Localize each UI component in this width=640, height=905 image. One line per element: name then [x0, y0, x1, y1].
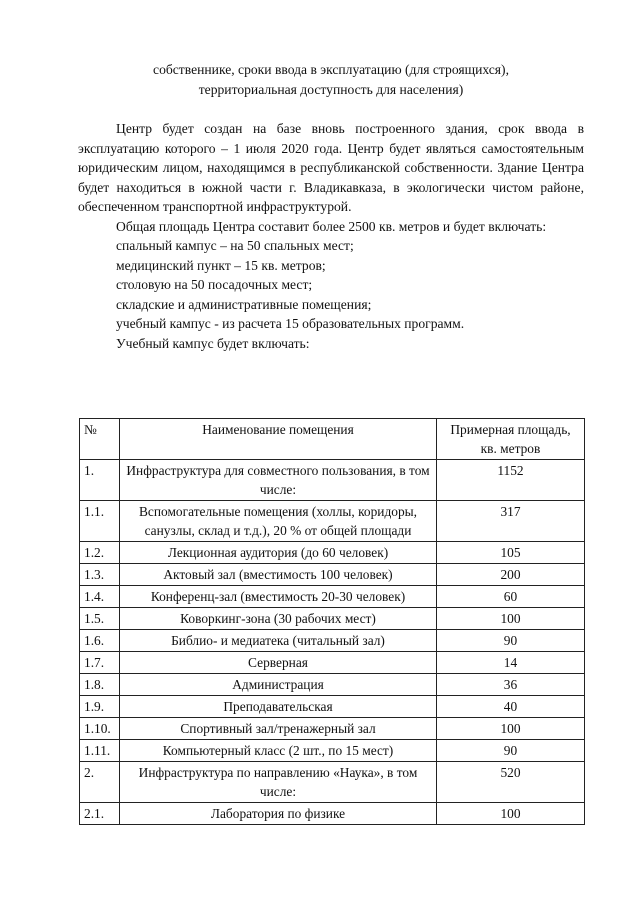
table-body	[80, 460, 585, 825]
cell-number: 1.10.	[80, 718, 120, 740]
cell-number: 1.11.	[80, 740, 120, 762]
table-row	[80, 803, 585, 825]
list-item: складские и административные помещения;	[116, 296, 372, 312]
table-row	[80, 652, 585, 674]
cell-area: 520	[437, 762, 585, 803]
list-item: учебный кампус - из расчета 15 образовательных программ.	[116, 316, 465, 331]
campus-intro: Учебный кампус будет включать:	[116, 335, 310, 351]
rooms-table	[79, 418, 585, 825]
table-row	[80, 630, 585, 652]
cell-number: 2.1.	[80, 803, 120, 825]
header-area: Примерная площадь, кв. метров	[437, 419, 585, 460]
cell-area: 105	[437, 542, 585, 564]
cell-number: 1.2.	[80, 542, 120, 564]
cell-room-name: Компьютерный класс (2 шт., по 15 мест)	[120, 740, 437, 762]
cell-area: 200	[437, 564, 585, 586]
cell-number: 1.8.	[80, 674, 120, 696]
cell-number: 1.	[80, 460, 120, 501]
table-row	[80, 586, 585, 608]
header-number: №	[80, 419, 120, 460]
cell-area: 14	[437, 652, 585, 674]
table-row	[80, 460, 585, 501]
cell-area: 40	[437, 696, 585, 718]
cell-area: 90	[437, 630, 585, 652]
cell-room-name: Библио- и медиатека (читальный зал)	[120, 630, 437, 652]
includes-list	[78, 236, 584, 334]
table-row	[80, 740, 585, 762]
cell-number: 1.3.	[80, 564, 120, 586]
cell-area: 100	[437, 803, 585, 825]
cell-area: 100	[437, 608, 585, 630]
cell-room-name: Лекционная аудитория (до 60 человек)	[120, 542, 437, 564]
list-item: спальный кампус – на 50 спальных мест;	[116, 238, 354, 253]
table-row	[80, 542, 585, 564]
table-row	[80, 564, 585, 586]
cell-number: 2.	[80, 762, 120, 803]
cell-room-name: Инфраструктура для совместного пользования, в том числе:	[120, 460, 437, 501]
cell-room-name: Вспомогательные помещения (холлы, коридоры, санузлы, склад и т.д.), 20 % от общей площади	[120, 501, 437, 542]
heading-line-1: собственнике, сроки ввода в эксплуатацию (для строящихся),	[153, 62, 509, 77]
cell-area: 90	[437, 740, 585, 762]
cell-number: 1.1.	[80, 501, 120, 542]
cell-room-name: Спортивный зал/тренажерный зал	[120, 718, 437, 740]
cell-room-name: Серверная	[120, 652, 437, 674]
cell-room-name: Инфраструктура по направлению «Наука», в том числе:	[120, 762, 437, 803]
list-item: столовую на 50 посадочных мест;	[116, 277, 313, 292]
cell-number: 1.9.	[80, 696, 120, 718]
cell-room-name: Конференц-зал (вместимость 20-30 человек)	[120, 586, 437, 608]
section-heading	[78, 60, 584, 99]
cell-area: 36	[437, 674, 585, 696]
table-row	[80, 762, 585, 803]
list-item: медицинский пункт – 15 кв. метров;	[116, 257, 326, 273]
header-room-name: Наименование помещения	[120, 419, 437, 460]
cell-number: 1.5.	[80, 608, 120, 630]
paragraph-area: Общая площадь Центра составит более 2500 кв. метров и будет включать:	[116, 218, 547, 234]
cell-number: 1.4.	[80, 586, 120, 608]
cell-room-name: Лаборатория по физике	[120, 803, 437, 825]
table-header-row	[80, 419, 585, 460]
cell-number: 1.7.	[80, 652, 120, 674]
table-row	[80, 718, 585, 740]
table-row	[80, 696, 585, 718]
heading-line-2: территориальная доступность для населения)	[198, 81, 464, 97]
cell-area: 100	[437, 718, 585, 740]
cell-area: 60	[437, 586, 585, 608]
cell-area: 1152	[437, 460, 585, 501]
cell-room-name: Администрация	[120, 674, 437, 696]
table-row	[80, 608, 585, 630]
table-row	[80, 674, 585, 696]
cell-room-name: Коворкинг-зона (30 рабочих мест)	[120, 608, 437, 630]
cell-area: 317	[437, 501, 585, 542]
cell-number: 1.6.	[80, 630, 120, 652]
cell-room-name: Преподавательская	[120, 696, 437, 718]
paragraph-building: Центр будет создан на базе вновь построенного здания, срок ввода в эксплуатацию которого – 1 июля 2020 года. Центр будет являться самостоятельным юридическим лицом, находящимся в республиканской собственности. Здание Центра будет находиться в южной части г. Владикавказа, в экологически чистом районе, обеспеченном транспортной инфраструктурой.	[78, 121, 584, 214]
document-body	[78, 119, 584, 353]
table-row	[80, 501, 585, 542]
cell-room-name: Актовый зал (вместимость 100 человек)	[120, 564, 437, 586]
